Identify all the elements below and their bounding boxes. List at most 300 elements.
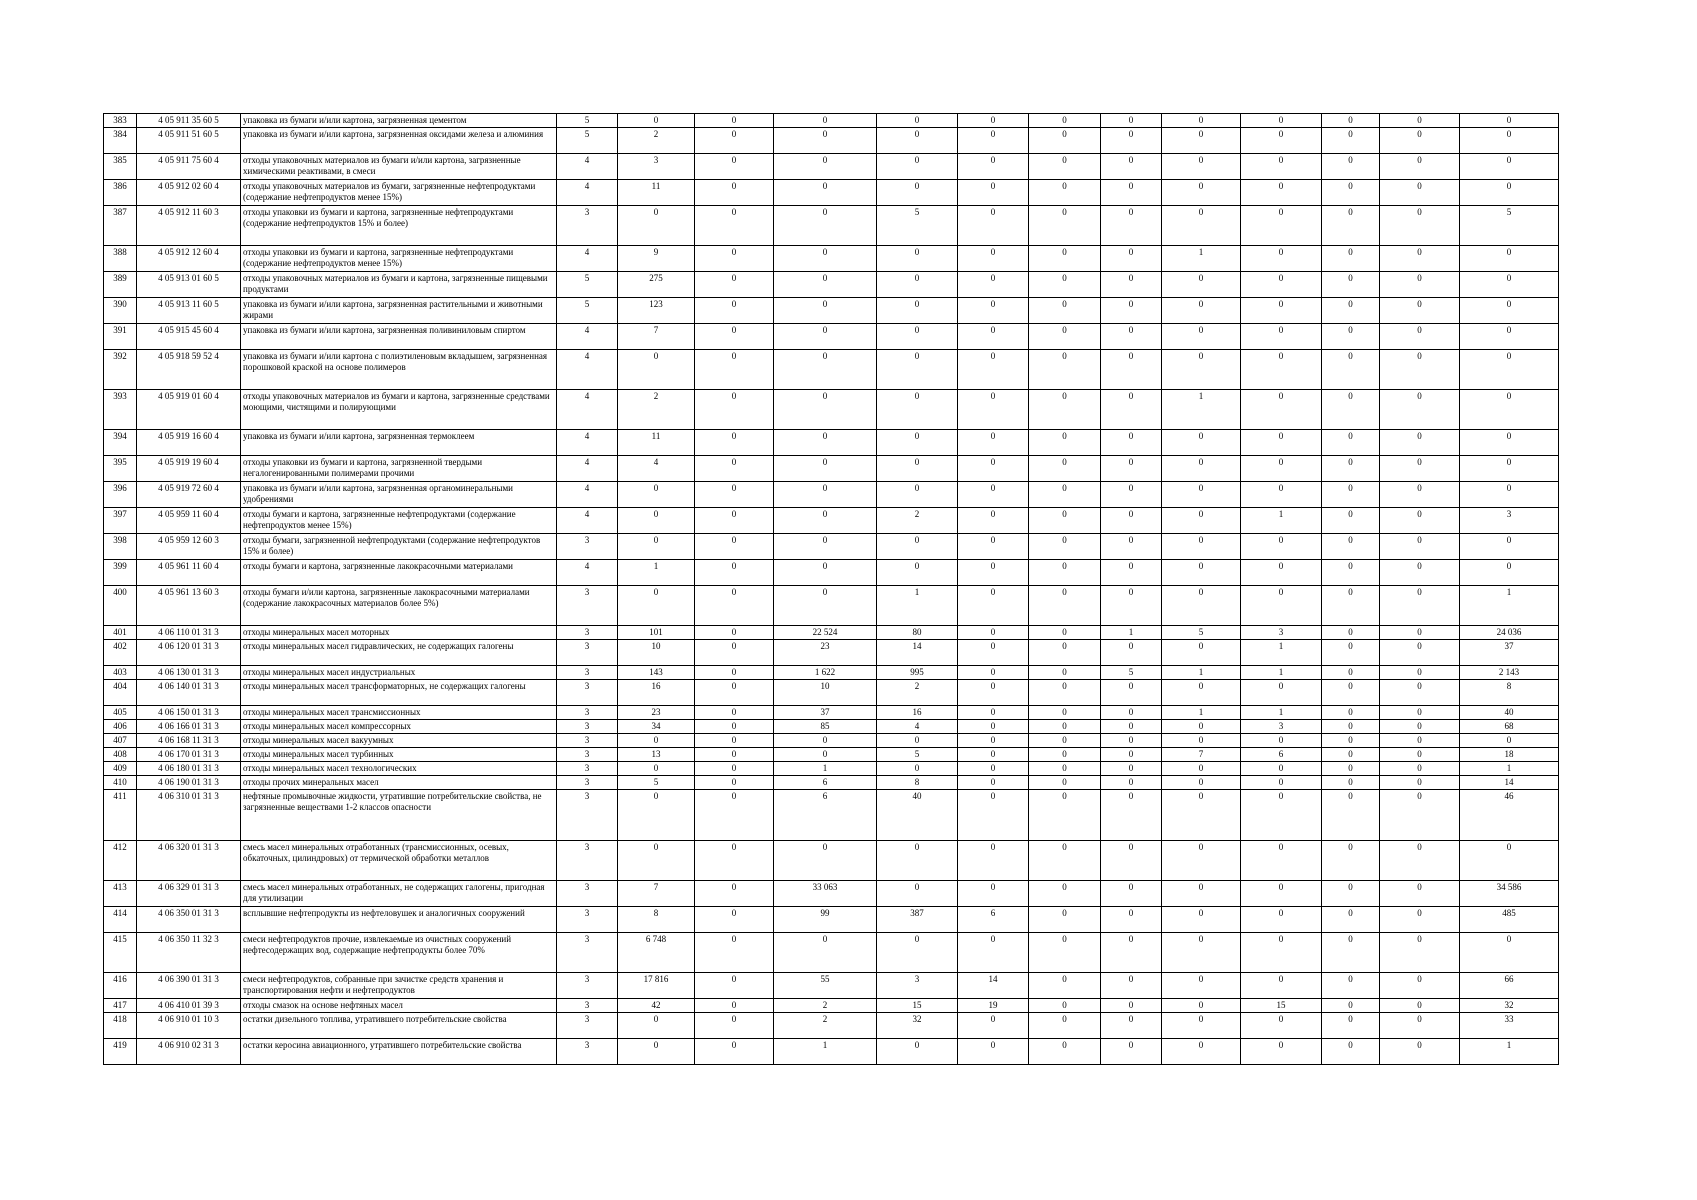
value-cell: 0 [1029,907,1101,933]
value-cell: 0 [774,128,877,154]
value-cell: 0 [695,482,774,508]
value-cell: 0 [1380,560,1460,586]
value-cell: 1 [877,586,958,626]
value-cell: 5 [1162,626,1241,640]
value-cell: 0 [1162,640,1241,666]
waste-code-cell: 4 06 166 01 31 3 [137,720,241,734]
value-cell: 0 [695,748,774,762]
value-cell: 14 [958,973,1029,999]
value-cell: 23 [774,640,877,666]
value-cell: 3 [557,1013,618,1039]
value-cell: 0 [1380,748,1460,762]
value-cell: 8 [877,776,958,790]
waste-name-cell: отходы минеральных масел компрессорных [241,720,557,734]
value-cell: 0 [695,456,774,482]
value-cell: 2 [877,680,958,706]
row-number-cell: 400 [104,586,137,626]
value-cell: 0 [1460,246,1559,272]
value-cell: 5 [557,114,618,128]
value-cell: 0 [877,180,958,206]
value-cell: 4 [557,508,618,534]
value-cell: 0 [958,154,1029,180]
value-cell: 0 [958,626,1029,640]
value-cell: 0 [958,114,1029,128]
value-cell: 2 [618,128,695,154]
waste-code-cell: 4 06 310 01 31 3 [137,790,241,841]
value-cell: 0 [695,666,774,680]
value-cell: 0 [1460,114,1559,128]
value-cell: 32 [877,1013,958,1039]
value-cell: 0 [958,350,1029,390]
value-cell: 0 [1380,762,1460,776]
value-cell: 0 [1029,626,1101,640]
value-cell: 0 [1322,973,1380,999]
waste-name-cell: отходы бумаги и картона, загрязненные нефтепродуктами (содержание нефтепродуктов менее 15%) [241,508,557,534]
value-cell: 0 [1460,456,1559,482]
value-cell: 0 [1101,881,1162,907]
value-cell: 6 [774,790,877,841]
value-cell: 1 [618,560,695,586]
table-row [104,640,1559,666]
table-row [104,272,1559,298]
value-cell: 0 [1162,560,1241,586]
value-cell: 0 [1380,272,1460,298]
report-sheet [103,113,1559,1065]
value-cell: 0 [1162,114,1241,128]
value-cell: 3 [1241,626,1322,640]
waste-code-cell: 4 06 350 01 31 3 [137,907,241,933]
value-cell: 0 [1101,790,1162,841]
row-number-cell: 404 [104,680,137,706]
value-cell: 0 [774,324,877,350]
value-cell: 0 [1029,128,1101,154]
value-cell: 0 [1241,776,1322,790]
value-cell: 33 063 [774,881,877,907]
value-cell: 4 [557,324,618,350]
value-cell: 2 [877,508,958,534]
value-cell: 3 [618,154,695,180]
value-cell: 0 [1029,482,1101,508]
value-cell: 0 [958,272,1029,298]
value-cell: 7 [1162,748,1241,762]
value-cell: 66 [1460,973,1559,999]
row-number-cell: 418 [104,1013,137,1039]
value-cell: 0 [1101,456,1162,482]
waste-name-cell: отходы бумаги и картона, загрязненные лакокрасочными материалами [241,560,557,586]
table-row [104,907,1559,933]
value-cell: 0 [1322,748,1380,762]
value-cell: 1 [1241,640,1322,666]
value-cell: 0 [1460,933,1559,973]
value-cell: 55 [774,973,877,999]
value-cell: 0 [1241,456,1322,482]
value-cell: 0 [1162,298,1241,324]
row-number-cell: 403 [104,666,137,680]
value-cell: 0 [958,508,1029,534]
waste-code-cell: 4 06 130 01 31 3 [137,666,241,680]
row-number-cell: 396 [104,482,137,508]
value-cell: 0 [1241,1039,1322,1065]
table-row [104,246,1559,272]
value-cell: 0 [1322,680,1380,706]
value-cell: 0 [1101,734,1162,748]
value-cell: 0 [1322,1013,1380,1039]
waste-name-cell: отходы минеральных масел трансмиссионных [241,706,557,720]
value-cell: 0 [1380,776,1460,790]
waste-name-cell: отходы смазок на основе нефтяных масел [241,999,557,1013]
value-cell: 0 [1380,456,1460,482]
value-cell: 18 [1460,748,1559,762]
value-cell: 0 [1101,128,1162,154]
value-cell: 485 [1460,907,1559,933]
row-number-cell: 387 [104,206,137,246]
value-cell: 0 [1380,666,1460,680]
value-cell: 0 [1322,720,1380,734]
value-cell: 0 [958,666,1029,680]
value-cell: 3 [557,933,618,973]
value-cell: 8 [618,907,695,933]
value-cell: 0 [1162,350,1241,390]
value-cell: 0 [1322,128,1380,154]
value-cell: 1 [1460,1039,1559,1065]
row-number-cell: 386 [104,180,137,206]
value-cell: 0 [958,456,1029,482]
value-cell: 0 [695,1013,774,1039]
value-cell: 275 [618,272,695,298]
value-cell: 0 [1380,881,1460,907]
value-cell: 0 [1241,790,1322,841]
table-row [104,1013,1559,1039]
value-cell: 0 [958,734,1029,748]
value-cell: 0 [1241,324,1322,350]
value-cell: 0 [1162,1039,1241,1065]
value-cell: 0 [1460,430,1559,456]
table-row [104,180,1559,206]
value-cell: 0 [1029,560,1101,586]
row-number-cell: 385 [104,154,137,180]
table-row [104,720,1559,734]
value-cell: 0 [695,298,774,324]
value-cell: 0 [774,246,877,272]
value-cell: 0 [1322,154,1380,180]
value-cell: 0 [1241,128,1322,154]
table-row [104,973,1559,999]
row-number-cell: 415 [104,933,137,973]
waste-code-cell: 4 06 410 01 39 3 [137,999,241,1013]
row-number-cell: 413 [104,881,137,907]
value-cell: 2 [618,390,695,430]
value-cell: 0 [1322,482,1380,508]
value-cell: 0 [1322,298,1380,324]
value-cell: 4 [557,430,618,456]
row-number-cell: 402 [104,640,137,666]
value-cell: 0 [1162,272,1241,298]
value-cell: 3 [557,680,618,706]
row-number-cell: 416 [104,973,137,999]
value-cell: 0 [1322,430,1380,456]
value-cell: 0 [1029,114,1101,128]
value-cell: 0 [1241,390,1322,430]
value-cell: 0 [695,180,774,206]
table-row [104,586,1559,626]
value-cell: 0 [1101,350,1162,390]
waste-code-cell: 4 06 110 01 31 3 [137,626,241,640]
waste-name-cell: смесь масел минеральных отработанных, не содержащих галогены, пригодная для утилизации [241,881,557,907]
value-cell: 0 [1029,841,1101,881]
value-cell: 0 [618,206,695,246]
value-cell: 0 [695,999,774,1013]
value-cell: 4 [557,560,618,586]
row-number-cell: 389 [104,272,137,298]
value-cell: 0 [1241,933,1322,973]
value-cell: 0 [1029,430,1101,456]
value-cell: 0 [1380,734,1460,748]
value-cell: 0 [774,586,877,626]
value-cell: 0 [1162,534,1241,560]
value-cell: 16 [877,706,958,720]
value-cell: 0 [1322,390,1380,430]
value-cell: 0 [618,1013,695,1039]
table-row [104,456,1559,482]
value-cell: 0 [774,350,877,390]
value-cell: 0 [1101,206,1162,246]
value-cell: 4 [877,720,958,734]
waste-code-cell: 4 06 150 01 31 3 [137,706,241,720]
value-cell: 6 [774,776,877,790]
value-cell: 85 [774,720,877,734]
value-cell: 0 [1029,734,1101,748]
value-cell: 0 [1322,1039,1380,1065]
waste-name-cell: отходы минеральных масел гидравлических, не содержащих галогены [241,640,557,666]
value-cell: 0 [1029,272,1101,298]
value-cell: 0 [1162,482,1241,508]
value-cell: 11 [618,430,695,456]
value-cell: 0 [695,626,774,640]
value-cell: 0 [774,508,877,534]
value-cell: 13 [618,748,695,762]
value-cell: 17 816 [618,973,695,999]
value-cell: 0 [958,430,1029,456]
value-cell: 5 [877,206,958,246]
value-cell: 0 [774,482,877,508]
value-cell: 0 [1380,999,1460,1013]
value-cell: 0 [1101,706,1162,720]
value-cell: 14 [877,640,958,666]
value-cell: 0 [1460,841,1559,881]
value-cell: 0 [1241,350,1322,390]
value-cell: 0 [695,534,774,560]
value-cell: 0 [877,154,958,180]
value-cell: 0 [1241,560,1322,586]
value-cell: 0 [1380,206,1460,246]
value-cell: 0 [1380,350,1460,390]
value-cell: 0 [958,1039,1029,1065]
value-cell: 9 [618,246,695,272]
waste-code-cell: 4 05 919 16 60 4 [137,430,241,456]
value-cell: 0 [695,640,774,666]
value-cell: 0 [1380,298,1460,324]
value-cell: 1 [774,762,877,776]
value-cell: 4 [557,350,618,390]
value-cell: 0 [774,430,877,456]
waste-code-cell: 4 05 912 12 60 4 [137,246,241,272]
value-cell: 34 586 [1460,881,1559,907]
value-cell: 0 [774,933,877,973]
value-cell: 143 [618,666,695,680]
value-cell: 5 [557,272,618,298]
waste-name-cell: остатки дизельного топлива, утратившего потребительские свойства [241,1013,557,1039]
value-cell: 0 [958,180,1029,206]
value-cell: 3 [557,640,618,666]
row-number-cell: 399 [104,560,137,586]
value-cell: 0 [1460,180,1559,206]
value-cell: 6 [958,907,1029,933]
value-cell: 0 [695,350,774,390]
waste-code-cell: 4 05 961 11 60 4 [137,560,241,586]
value-cell: 0 [774,390,877,430]
row-number-cell: 417 [104,999,137,1013]
value-cell: 23 [618,706,695,720]
value-cell: 0 [1241,114,1322,128]
value-cell: 0 [1460,734,1559,748]
table-row [104,390,1559,430]
table-row [104,1039,1559,1065]
value-cell: 0 [1241,881,1322,907]
value-cell: 0 [618,1039,695,1065]
row-number-cell: 384 [104,128,137,154]
table-row [104,430,1559,456]
value-cell: 0 [958,748,1029,762]
value-cell: 15 [877,999,958,1013]
value-cell: 0 [1029,640,1101,666]
value-cell: 0 [1029,748,1101,762]
value-cell: 0 [1322,206,1380,246]
value-cell: 0 [1029,154,1101,180]
waste-name-cell: смеси нефтепродуктов, собранные при зачистке средств хранения и транспортирования нефти и нефтепродуктов [241,973,557,999]
value-cell: 0 [1241,180,1322,206]
value-cell: 6 [1241,748,1322,762]
table-row [104,114,1559,128]
value-cell: 0 [1029,246,1101,272]
value-cell: 0 [958,762,1029,776]
value-cell: 40 [1460,706,1559,720]
waste-code-cell: 4 05 911 75 60 4 [137,154,241,180]
value-cell: 0 [1322,881,1380,907]
value-cell: 0 [1460,298,1559,324]
value-cell: 0 [1322,933,1380,973]
waste-code-cell: 4 06 910 01 10 3 [137,1013,241,1039]
waste-name-cell: отходы упаковочных материалов из бумаги и картона, загрязненные пищевыми продуктами [241,272,557,298]
value-cell: 0 [877,456,958,482]
value-cell: 3 [1241,720,1322,734]
value-cell: 0 [1029,324,1101,350]
value-cell: 3 [557,666,618,680]
value-cell: 0 [1029,298,1101,324]
value-cell: 0 [1162,999,1241,1013]
value-cell: 0 [1101,640,1162,666]
value-cell: 0 [1380,128,1460,154]
value-cell: 0 [1029,680,1101,706]
value-cell: 0 [877,734,958,748]
value-cell: 2 [774,999,877,1013]
value-cell: 37 [1460,640,1559,666]
value-cell: 0 [695,907,774,933]
value-cell: 4 [557,180,618,206]
value-cell: 0 [958,776,1029,790]
table-row [104,776,1559,790]
value-cell: 5 [1101,666,1162,680]
value-cell: 0 [1162,180,1241,206]
value-cell: 0 [1162,933,1241,973]
value-cell: 0 [1162,508,1241,534]
table-row [104,666,1559,680]
value-cell: 0 [958,881,1029,907]
value-cell: 0 [1322,114,1380,128]
value-cell: 0 [1029,776,1101,790]
table-row [104,482,1559,508]
value-cell: 0 [1460,350,1559,390]
waste-code-cell: 4 05 919 19 60 4 [137,456,241,482]
value-cell: 0 [958,720,1029,734]
value-cell: 3 [557,626,618,640]
value-cell: 0 [1460,560,1559,586]
value-cell: 3 [557,907,618,933]
value-cell: 1 [774,1039,877,1065]
value-cell: 0 [1101,180,1162,206]
value-cell: 0 [1322,456,1380,482]
value-cell: 0 [1322,640,1380,666]
row-number-cell: 410 [104,776,137,790]
value-cell: 0 [618,350,695,390]
value-cell: 0 [877,350,958,390]
value-cell: 16 [618,680,695,706]
value-cell: 0 [1162,154,1241,180]
value-cell: 4 [618,456,695,482]
value-cell: 0 [1241,246,1322,272]
value-cell: 0 [1241,154,1322,180]
value-cell: 4 [557,154,618,180]
waste-name-cell: отходы бумаги и/или картона, загрязненные лакокрасочными материалами (содержание лакокрасочных материалов более 5%) [241,586,557,626]
value-cell: 0 [1380,586,1460,626]
value-cell: 0 [1241,762,1322,776]
value-cell: 0 [1380,324,1460,350]
value-cell: 0 [1241,298,1322,324]
waste-name-cell: упаковка из бумаги и/или картона с полиэтиленовым вкладышем, загрязненная порошковой краской на основе полимеров [241,350,557,390]
value-cell: 0 [1241,973,1322,999]
value-cell: 0 [877,390,958,430]
row-number-cell: 411 [104,790,137,841]
value-cell: 0 [1162,881,1241,907]
value-cell: 0 [695,508,774,534]
value-cell: 0 [958,482,1029,508]
value-cell: 0 [695,680,774,706]
table-row [104,508,1559,534]
value-cell: 0 [1241,680,1322,706]
waste-code-cell: 4 05 913 11 60 5 [137,298,241,324]
waste-name-cell: отходы упаковки из бумаги и картона, загрязненные нефтепродуктами (содержание нефтепродуктов 15% и более) [241,206,557,246]
value-cell: 0 [1162,907,1241,933]
value-cell: 3 [557,762,618,776]
value-cell: 0 [1162,324,1241,350]
value-cell: 101 [618,626,695,640]
value-cell: 0 [1241,206,1322,246]
value-cell: 0 [695,1039,774,1065]
value-cell: 0 [1380,482,1460,508]
value-cell: 7 [618,324,695,350]
value-cell: 0 [877,560,958,586]
table-row [104,748,1559,762]
value-cell: 0 [1380,1039,1460,1065]
